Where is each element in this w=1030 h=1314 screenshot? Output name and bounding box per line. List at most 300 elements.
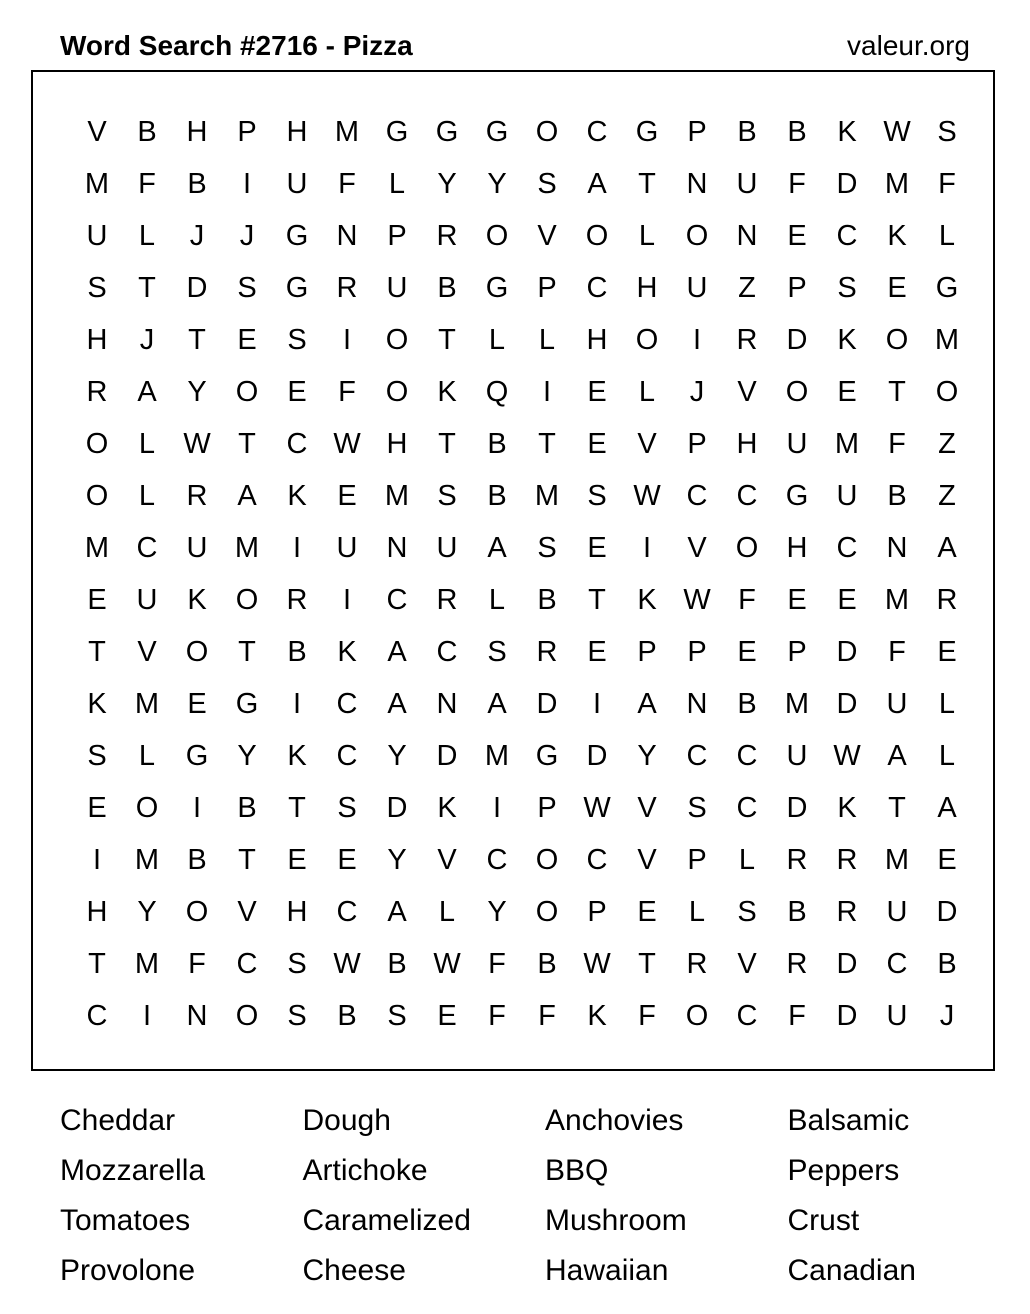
grid-cell[interactable]: Y <box>137 896 157 928</box>
grid-cell[interactable]: H <box>736 428 758 460</box>
grid-cell[interactable]: U <box>786 740 808 772</box>
grid-cell[interactable]: R <box>186 480 208 512</box>
grid-cell[interactable]: Y <box>487 168 507 200</box>
grid-cell[interactable]: T <box>888 376 906 408</box>
grid-cell[interactable]: E <box>287 844 307 876</box>
grid-cell[interactable]: M <box>134 948 160 980</box>
grid-cell[interactable]: I <box>292 532 302 564</box>
grid-cell[interactable]: K <box>837 324 857 356</box>
grid-cell[interactable]: L <box>938 688 956 720</box>
grid-cell[interactable]: M <box>334 116 360 148</box>
grid-cell[interactable]: H <box>186 116 208 148</box>
grid-cell[interactable]: A <box>237 480 257 512</box>
grid-cell[interactable]: E <box>587 428 607 460</box>
grid-cell[interactable]: C <box>286 428 308 460</box>
grid-cell[interactable]: N <box>736 220 758 252</box>
grid-cell[interactable]: H <box>786 532 808 564</box>
grid-cell[interactable]: F <box>188 948 206 980</box>
grid-cell[interactable]: O <box>485 220 509 252</box>
grid-cell[interactable]: I <box>492 792 502 824</box>
grid-cell[interactable]: T <box>238 844 256 876</box>
grid-cell[interactable]: P <box>687 844 707 876</box>
grid-cell[interactable]: E <box>187 688 207 720</box>
grid-cell[interactable]: I <box>92 844 102 876</box>
grid-cell[interactable]: S <box>587 480 607 512</box>
grid-cell[interactable]: U <box>686 272 708 304</box>
grid-cell[interactable]: I <box>192 792 202 824</box>
grid-cell[interactable]: T <box>438 428 456 460</box>
grid-cell[interactable]: K <box>287 480 307 512</box>
grid-cell[interactable]: I <box>592 688 602 720</box>
grid-cell[interactable]: B <box>237 792 257 824</box>
grid-cell[interactable]: E <box>737 636 757 668</box>
grid-cell[interactable]: Y <box>437 168 457 200</box>
grid-cell[interactable]: L <box>638 220 656 252</box>
grid-cell[interactable]: B <box>937 948 957 980</box>
grid-cell[interactable]: W <box>683 584 711 616</box>
grid-cell[interactable]: J <box>189 220 205 252</box>
grid-cell[interactable]: U <box>186 532 208 564</box>
grid-cell[interactable]: N <box>686 688 708 720</box>
grid-cell[interactable]: F <box>338 376 356 408</box>
grid-cell[interactable]: L <box>938 740 956 772</box>
grid-cell[interactable]: S <box>737 896 757 928</box>
grid-cell[interactable]: S <box>537 168 557 200</box>
grid-cell[interactable]: C <box>436 636 458 668</box>
grid-cell[interactable]: M <box>484 740 510 772</box>
grid-cell[interactable]: L <box>138 480 156 512</box>
grid-cell[interactable]: O <box>135 792 159 824</box>
grid-cell[interactable]: E <box>937 844 957 876</box>
grid-cell[interactable]: H <box>636 272 658 304</box>
grid-cell[interactable]: F <box>488 948 506 980</box>
grid-cell[interactable]: T <box>438 324 456 356</box>
grid-cell[interactable]: W <box>583 948 611 980</box>
grid-cell[interactable]: M <box>784 688 810 720</box>
grid-cell[interactable]: O <box>235 1000 259 1032</box>
grid-cell[interactable]: A <box>387 896 407 928</box>
grid-cell[interactable]: M <box>384 480 410 512</box>
grid-cell[interactable]: L <box>938 220 956 252</box>
grid-cell[interactable]: D <box>786 324 808 356</box>
grid-cell[interactable]: B <box>287 636 307 668</box>
grid-cell[interactable]: D <box>836 1000 858 1032</box>
grid-cell[interactable]: O <box>385 376 409 408</box>
grid-cell[interactable]: G <box>285 272 309 304</box>
grid-cell[interactable]: K <box>287 740 307 772</box>
grid-cell[interactable]: O <box>535 844 559 876</box>
grid-cell[interactable]: T <box>888 792 906 824</box>
grid-cell[interactable]: V <box>137 636 157 668</box>
grid-cell[interactable]: E <box>887 272 907 304</box>
grid-cell[interactable]: C <box>336 740 358 772</box>
grid-cell[interactable]: H <box>586 324 608 356</box>
grid-cell[interactable]: V <box>237 896 257 928</box>
grid-cell[interactable]: D <box>436 740 458 772</box>
grid-cell[interactable]: A <box>887 740 907 772</box>
grid-cell[interactable]: J <box>689 376 705 408</box>
grid-cell[interactable]: L <box>538 324 556 356</box>
grid-cell[interactable]: R <box>836 896 858 928</box>
grid-cell[interactable]: V <box>87 116 107 148</box>
grid-cell[interactable]: C <box>836 220 858 252</box>
grid-cell[interactable]: P <box>687 116 707 148</box>
grid-cell[interactable]: M <box>134 844 160 876</box>
grid-cell[interactable]: F <box>938 168 956 200</box>
grid-cell[interactable]: S <box>687 792 707 824</box>
grid-cell[interactable]: U <box>86 220 108 252</box>
grid-cell[interactable]: K <box>637 584 657 616</box>
grid-cell[interactable]: C <box>586 272 608 304</box>
grid-cell[interactable]: H <box>86 324 108 356</box>
grid-cell[interactable]: N <box>336 220 358 252</box>
grid-cell[interactable]: G <box>235 688 259 720</box>
grid-cell[interactable]: S <box>937 116 957 148</box>
grid-cell[interactable]: P <box>537 792 557 824</box>
grid-cell[interactable]: K <box>87 688 107 720</box>
grid-cell[interactable]: A <box>137 376 157 408</box>
grid-cell[interactable]: R <box>436 584 458 616</box>
grid-cell[interactable]: U <box>736 168 758 200</box>
grid-cell[interactable]: T <box>588 584 606 616</box>
grid-cell[interactable]: C <box>136 532 158 564</box>
grid-cell[interactable]: D <box>536 688 558 720</box>
grid-cell[interactable]: E <box>787 220 807 252</box>
grid-cell[interactable]: I <box>242 168 252 200</box>
grid-cell[interactable]: T <box>638 168 656 200</box>
grid-cell[interactable]: T <box>88 948 106 980</box>
grid-cell[interactable]: K <box>187 584 207 616</box>
grid-cell[interactable]: W <box>633 480 661 512</box>
grid-cell[interactable]: E <box>587 532 607 564</box>
grid-cell[interactable]: O <box>635 324 659 356</box>
grid-cell[interactable]: O <box>685 1000 709 1032</box>
grid-cell[interactable]: G <box>785 480 809 512</box>
grid-cell[interactable]: A <box>937 792 957 824</box>
grid-cell[interactable]: A <box>487 532 507 564</box>
grid-cell[interactable]: L <box>138 428 156 460</box>
grid-cell[interactable]: R <box>536 636 558 668</box>
grid-cell[interactable]: O <box>85 428 109 460</box>
grid-cell[interactable]: K <box>837 792 857 824</box>
grid-cell[interactable]: V <box>537 220 557 252</box>
grid-cell[interactable]: C <box>736 480 758 512</box>
grid-cell[interactable]: B <box>487 428 507 460</box>
grid-cell[interactable]: D <box>186 272 208 304</box>
grid-cell[interactable]: G <box>935 272 959 304</box>
grid-cell[interactable]: V <box>637 844 657 876</box>
grid-cell[interactable]: A <box>637 688 657 720</box>
grid-cell[interactable]: O <box>935 376 959 408</box>
grid-cell[interactable]: J <box>139 324 155 356</box>
grid-cell[interactable]: C <box>236 948 258 980</box>
grid-cell[interactable]: D <box>836 688 858 720</box>
grid-cell[interactable]: B <box>537 948 557 980</box>
grid-cell[interactable]: V <box>737 948 757 980</box>
grid-cell[interactable]: O <box>735 532 759 564</box>
grid-cell[interactable]: W <box>583 792 611 824</box>
grid-cell[interactable]: F <box>788 168 806 200</box>
grid-cell[interactable]: S <box>387 1000 407 1032</box>
grid-cell[interactable]: I <box>642 532 652 564</box>
grid-cell[interactable]: H <box>286 896 308 928</box>
grid-cell[interactable]: M <box>234 532 260 564</box>
grid-cell[interactable]: O <box>235 376 259 408</box>
grid-cell[interactable]: U <box>136 584 158 616</box>
grid-cell[interactable]: F <box>138 168 156 200</box>
grid-cell[interactable]: O <box>385 324 409 356</box>
grid-cell[interactable]: O <box>185 896 209 928</box>
grid-cell[interactable]: H <box>86 896 108 928</box>
grid-cell[interactable]: E <box>637 896 657 928</box>
grid-cell[interactable]: E <box>837 584 857 616</box>
grid-cell[interactable]: F <box>888 636 906 668</box>
grid-cell[interactable]: K <box>437 792 457 824</box>
grid-cell[interactable]: N <box>436 688 458 720</box>
grid-cell[interactable]: L <box>488 324 506 356</box>
grid-cell[interactable]: G <box>285 220 309 252</box>
grid-cell[interactable]: U <box>436 532 458 564</box>
grid-cell[interactable]: S <box>437 480 457 512</box>
grid-cell[interactable]: G <box>635 116 659 148</box>
grid-cell[interactable]: S <box>287 324 307 356</box>
grid-cell[interactable]: E <box>587 636 607 668</box>
grid-cell[interactable]: I <box>142 1000 152 1032</box>
grid-cell[interactable]: E <box>337 480 357 512</box>
grid-cell[interactable]: F <box>738 584 756 616</box>
grid-cell[interactable]: Y <box>637 740 657 772</box>
grid-cell[interactable]: M <box>934 324 960 356</box>
grid-cell[interactable]: B <box>487 480 507 512</box>
grid-cell[interactable]: F <box>488 1000 506 1032</box>
grid-cell[interactable]: F <box>888 428 906 460</box>
grid-cell[interactable]: W <box>183 428 211 460</box>
grid-cell[interactable]: L <box>138 220 156 252</box>
grid-cell[interactable]: T <box>238 428 256 460</box>
grid-cell[interactable]: F <box>538 1000 556 1032</box>
grid-cell[interactable]: M <box>134 688 160 720</box>
grid-cell[interactable]: U <box>886 1000 908 1032</box>
grid-cell[interactable]: Y <box>387 740 407 772</box>
grid-cell[interactable]: I <box>292 688 302 720</box>
grid-cell[interactable]: K <box>437 376 457 408</box>
grid-cell[interactable]: C <box>686 480 708 512</box>
grid-cell[interactable]: U <box>386 272 408 304</box>
grid-cell[interactable]: M <box>884 844 910 876</box>
grid-cell[interactable]: J <box>239 220 255 252</box>
grid-cell[interactable]: R <box>286 584 308 616</box>
grid-cell[interactable]: N <box>686 168 708 200</box>
grid-cell[interactable]: T <box>638 948 656 980</box>
grid-cell[interactable]: E <box>87 792 107 824</box>
grid-cell[interactable]: D <box>936 896 958 928</box>
grid-cell[interactable]: B <box>137 116 157 148</box>
grid-cell[interactable]: M <box>84 168 110 200</box>
grid-cell[interactable]: M <box>534 480 560 512</box>
grid-cell[interactable]: P <box>387 220 407 252</box>
grid-cell[interactable]: B <box>887 480 907 512</box>
grid-cell[interactable]: K <box>587 1000 607 1032</box>
grid-cell[interactable]: W <box>333 428 361 460</box>
grid-cell[interactable]: C <box>836 532 858 564</box>
grid-cell[interactable]: N <box>386 532 408 564</box>
grid-cell[interactable]: S <box>837 272 857 304</box>
grid-cell[interactable]: I <box>342 584 352 616</box>
grid-cell[interactable]: L <box>388 168 406 200</box>
grid-cell[interactable]: I <box>692 324 702 356</box>
grid-cell[interactable]: C <box>686 740 708 772</box>
grid-cell[interactable]: O <box>235 584 259 616</box>
grid-cell[interactable]: Y <box>237 740 257 772</box>
grid-cell[interactable]: P <box>787 272 807 304</box>
grid-cell[interactable]: N <box>186 1000 208 1032</box>
grid-cell[interactable]: R <box>336 272 358 304</box>
grid-cell[interactable]: P <box>687 428 707 460</box>
grid-cell[interactable]: S <box>487 636 507 668</box>
grid-cell[interactable]: Z <box>738 272 756 304</box>
grid-cell[interactable]: M <box>884 584 910 616</box>
grid-cell[interactable]: S <box>287 948 307 980</box>
grid-cell[interactable]: L <box>138 740 156 772</box>
grid-cell[interactable]: K <box>837 116 857 148</box>
grid-cell[interactable]: L <box>688 896 706 928</box>
grid-cell[interactable]: L <box>488 584 506 616</box>
grid-cell[interactable]: T <box>138 272 156 304</box>
grid-cell[interactable]: Z <box>938 480 956 512</box>
grid-cell[interactable]: R <box>686 948 708 980</box>
grid-cell[interactable]: L <box>738 844 756 876</box>
grid-cell[interactable]: G <box>435 116 459 148</box>
grid-cell[interactable]: S <box>237 272 257 304</box>
grid-cell[interactable]: R <box>436 220 458 252</box>
grid-cell[interactable]: O <box>685 220 709 252</box>
grid-cell[interactable]: C <box>586 116 608 148</box>
grid-cell[interactable]: T <box>538 428 556 460</box>
grid-cell[interactable]: W <box>883 116 911 148</box>
grid-cell[interactable]: B <box>787 896 807 928</box>
grid-cell[interactable]: O <box>185 636 209 668</box>
grid-cell[interactable]: F <box>638 1000 656 1032</box>
grid-cell[interactable]: S <box>87 740 107 772</box>
grid-cell[interactable]: B <box>437 272 457 304</box>
grid-cell[interactable]: I <box>542 376 552 408</box>
grid-cell[interactable]: N <box>886 532 908 564</box>
grid-cell[interactable]: D <box>836 168 858 200</box>
grid-cell[interactable]: C <box>86 1000 108 1032</box>
grid-cell[interactable]: V <box>437 844 457 876</box>
grid-cell[interactable]: O <box>535 896 559 928</box>
grid-cell[interactable]: R <box>836 844 858 876</box>
grid-cell[interactable]: Z <box>938 428 956 460</box>
grid-cell[interactable]: I <box>342 324 352 356</box>
grid-cell[interactable]: G <box>485 116 509 148</box>
grid-cell[interactable]: D <box>386 792 408 824</box>
grid-cell[interactable]: P <box>237 116 257 148</box>
grid-cell[interactable]: E <box>587 376 607 408</box>
grid-cell[interactable]: Q <box>485 376 509 408</box>
grid-cell[interactable]: A <box>387 636 407 668</box>
grid-cell[interactable]: R <box>786 948 808 980</box>
grid-cell[interactable]: O <box>85 480 109 512</box>
grid-cell[interactable]: V <box>637 428 657 460</box>
grid-cell[interactable]: V <box>687 532 707 564</box>
grid-cell[interactable]: R <box>86 376 108 408</box>
grid-cell[interactable]: W <box>833 740 861 772</box>
grid-cell[interactable]: D <box>586 740 608 772</box>
grid-cell[interactable]: C <box>486 844 508 876</box>
grid-cell[interactable]: U <box>286 168 308 200</box>
grid-cell[interactable]: J <box>939 1000 955 1032</box>
grid-cell[interactable]: U <box>336 532 358 564</box>
grid-cell[interactable]: P <box>687 636 707 668</box>
grid-cell[interactable]: S <box>87 272 107 304</box>
grid-cell[interactable]: T <box>88 636 106 668</box>
grid-cell[interactable]: B <box>337 1000 357 1032</box>
grid-cell[interactable]: B <box>737 688 757 720</box>
grid-cell[interactable]: A <box>487 688 507 720</box>
grid-cell[interactable]: R <box>736 324 758 356</box>
grid-cell[interactable]: B <box>737 116 757 148</box>
grid-cell[interactable]: Y <box>187 376 207 408</box>
grid-cell[interactable]: D <box>836 948 858 980</box>
grid-cell[interactable]: P <box>637 636 657 668</box>
grid-cell[interactable]: C <box>886 948 908 980</box>
grid-cell[interactable]: U <box>886 896 908 928</box>
grid-cell[interactable]: H <box>286 116 308 148</box>
grid-cell[interactable]: P <box>787 636 807 668</box>
grid-cell[interactable]: O <box>885 324 909 356</box>
grid-cell[interactable]: U <box>836 480 858 512</box>
grid-cell[interactable]: U <box>786 428 808 460</box>
grid-cell[interactable]: G <box>385 116 409 148</box>
grid-cell[interactable]: C <box>586 844 608 876</box>
grid-cell[interactable]: G <box>535 740 559 772</box>
grid-cell[interactable]: R <box>936 584 958 616</box>
grid-cell[interactable]: K <box>337 636 357 668</box>
grid-cell[interactable]: F <box>788 1000 806 1032</box>
grid-cell[interactable]: C <box>336 896 358 928</box>
grid-cell[interactable]: E <box>837 376 857 408</box>
grid-cell[interactable]: V <box>737 376 757 408</box>
grid-cell[interactable]: S <box>337 792 357 824</box>
grid-cell[interactable]: W <box>333 948 361 980</box>
grid-cell[interactable]: C <box>386 584 408 616</box>
grid-cell[interactable]: T <box>188 324 206 356</box>
grid-cell[interactable]: E <box>337 844 357 876</box>
grid-cell[interactable]: Y <box>387 844 407 876</box>
grid-cell[interactable]: E <box>437 1000 457 1032</box>
grid-cell[interactable]: E <box>287 376 307 408</box>
grid-cell[interactable]: F <box>338 168 356 200</box>
grid-cell[interactable]: Y <box>487 896 507 928</box>
grid-cell[interactable]: C <box>736 1000 758 1032</box>
grid-cell[interactable]: B <box>387 948 407 980</box>
grid-cell[interactable]: C <box>736 740 758 772</box>
grid-cell[interactable]: M <box>84 532 110 564</box>
grid-cell[interactable]: S <box>287 1000 307 1032</box>
grid-cell[interactable]: O <box>785 376 809 408</box>
grid-cell[interactable]: M <box>884 168 910 200</box>
grid-cell[interactable]: E <box>237 324 257 356</box>
grid-cell[interactable]: P <box>537 272 557 304</box>
grid-cell[interactable]: O <box>585 220 609 252</box>
grid-cell[interactable]: G <box>185 740 209 772</box>
grid-cell[interactable]: L <box>438 896 456 928</box>
grid-cell[interactable]: V <box>637 792 657 824</box>
grid-cell[interactable]: C <box>336 688 358 720</box>
grid-cell[interactable]: B <box>187 844 207 876</box>
grid-cell[interactable]: D <box>836 636 858 668</box>
